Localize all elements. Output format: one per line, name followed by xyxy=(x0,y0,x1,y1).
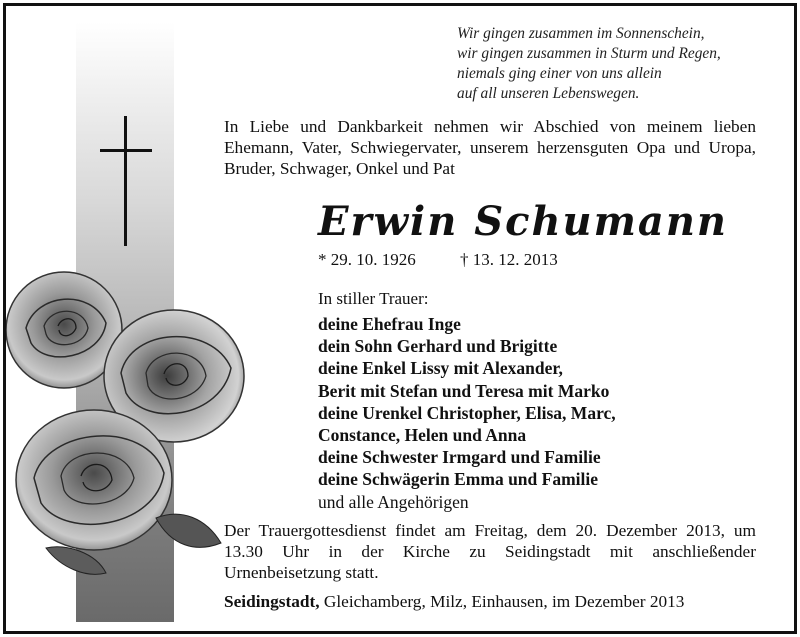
deceased-name: Erwin Schumann xyxy=(318,198,729,245)
mourner-line: deine Urenkel Christopher, Elisa, Marc, xyxy=(318,402,616,423)
footer-place-rest: Gleichamberg, Milz, Einhausen, im Dezember 2013 xyxy=(319,592,685,611)
poem-line: niemals ging einer von uns allein xyxy=(457,65,662,82)
footer-place-bold: Seidingstadt, xyxy=(224,592,320,611)
obituary-card xyxy=(3,3,797,634)
mourner-line: deine Ehefrau Inge xyxy=(318,314,461,334)
leaf xyxy=(46,547,106,575)
latin-cross-icon xyxy=(96,116,156,246)
poem-line: auf all unseren Lebenswegen. xyxy=(457,85,640,102)
mourner-line: Berit mit Stefan und Teresa mit Marko xyxy=(318,380,610,401)
birth-date: * 29. 10. 1926 xyxy=(318,250,416,269)
poem-line: Wir gingen zusammen im Sonnenschein, xyxy=(457,25,705,42)
rose-bottom xyxy=(16,410,172,550)
mourning-heading: In stiller Trauer: xyxy=(318,289,429,308)
roses-illustration xyxy=(6,268,246,608)
mourner-line: dein Sohn Gerhard und Brigitte xyxy=(318,336,558,357)
mourner-line: deine Schwester Irmgard und Familie xyxy=(318,447,601,468)
poem-line: wir gingen zusammen in Sturm und Regen, xyxy=(457,45,721,62)
mourners-list xyxy=(318,313,616,513)
mourners-closing: und alle Angehörigen xyxy=(318,491,469,512)
mourner-line: Constance, Helen und Anna xyxy=(318,425,527,446)
mourner-line: deine Schwägerin Emma und Familie xyxy=(318,469,599,490)
poem xyxy=(457,24,721,104)
death-date: † 13. 12. 2013 xyxy=(460,250,558,269)
mourner-line: deine Enkel Lissy mit Alexander, xyxy=(318,358,563,379)
footer-places xyxy=(224,592,684,612)
leaf xyxy=(156,514,221,547)
life-dates xyxy=(318,250,558,270)
service-notice: Der Trauergottesdienst findet am Freitag, dem 20. Dezember 2013, um 13.30 Uhr in der Kirche zu Seidingstadt mit anschließender Urnenbeisetzung statt. xyxy=(224,521,756,582)
intro-text: In Liebe und Dankbarkeit nehmen wir Abschied von meinem lieben Ehemann, Vater, Schwiegervater, unserem herzensguten Opa und Uropa, Bruder, Schwager, Onkel und Pat xyxy=(224,117,756,178)
